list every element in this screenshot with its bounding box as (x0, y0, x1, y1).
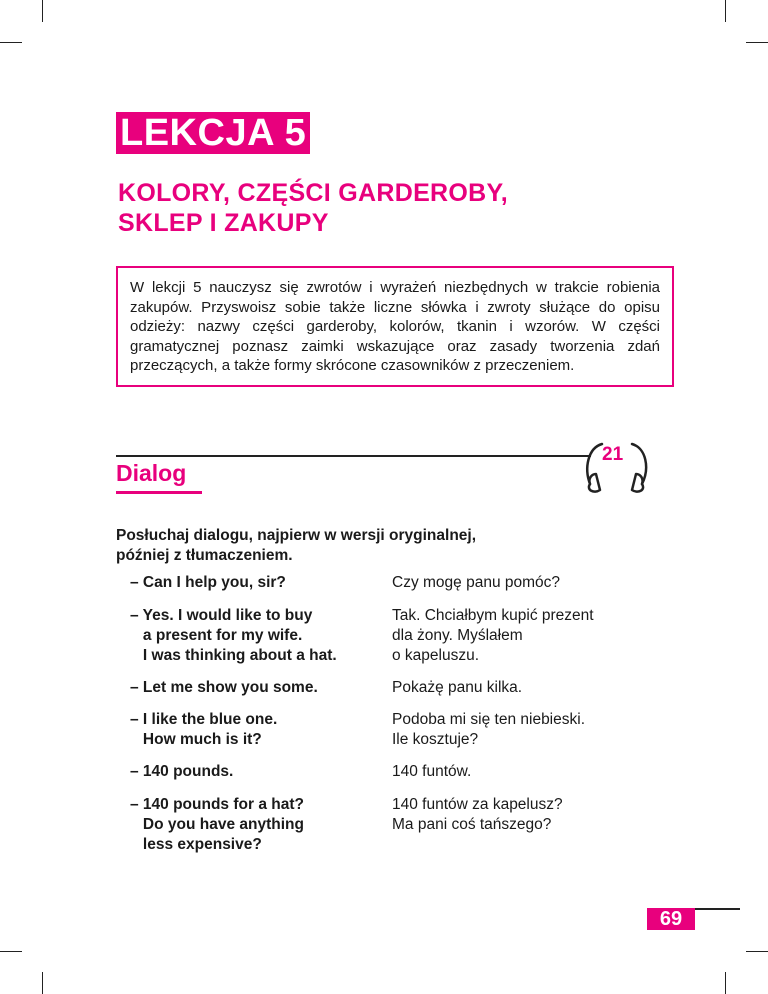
dialog-polish: Tak. Chciałbym kupić prezent dla żony. Myślałem o kapeluszu. (392, 607, 594, 664)
crop-mark (746, 42, 768, 43)
crop-mark (725, 0, 726, 22)
intro-box: W lekcji 5 nauczysz się zwrotów i wyrażeń niezbędnych w trakcie robienia zakupów. Przyswoisz sobie także liczne słówka i zwroty służące do opisu odzieży: nazwy części garderoby, kolorów, tkanin i wzorów. W części gramatycznej poznasz zaimki wskazujące oraz zasady tworzenia zdań przeczących, a także formy skrócone czasowników z przeczeniem. (116, 266, 674, 387)
section-title-underline (116, 491, 202, 494)
dialog-english: – I like the blue one. How much is it? (130, 711, 278, 748)
section-title: Dialog (116, 460, 187, 486)
dialog-english: – Let me show you some. (130, 679, 318, 696)
instruction-text (116, 526, 476, 566)
subtitle-line-2: SKLEP I ZAKUPY (118, 209, 329, 237)
dialog-english: – Can I help you, sir? (130, 574, 286, 591)
crop-mark (42, 0, 43, 22)
lesson-title: LEKCJA 5 (116, 112, 310, 154)
dialog-polish: Podoba mi się ten niebieski. Ile kosztuje? (392, 711, 586, 748)
crop-mark (0, 951, 22, 952)
page-number: 69 (647, 908, 695, 930)
dialog-english: – 140 pounds. (130, 763, 234, 780)
crop-mark (746, 951, 768, 952)
crop-mark (725, 972, 726, 994)
instruction-line-2: później z tłumaczeniem. (116, 547, 293, 564)
crop-mark (42, 972, 43, 994)
dialog-polish: 140 funtów. (392, 763, 472, 780)
dialog-polish: Czy mogę panu pomóc? (392, 574, 561, 591)
crop-mark (0, 42, 22, 43)
lesson-subtitle (118, 178, 508, 238)
track-number: 21 (602, 444, 624, 465)
instruction-line-1: Posłuchaj dialogu, najpierw w wersji oryginalnej, (116, 527, 477, 544)
subtitle-line-1: KOLORY, CZĘŚCI GARDEROBY, (118, 179, 508, 207)
page-number-rule (695, 908, 740, 910)
dialog-english: – 140 pounds for a hat? Do you have anything less expensive? (130, 796, 304, 853)
dialog-polish: 140 funtów za kapelusz? Ma pani coś tańszego? (392, 796, 563, 833)
dialog-english: – Yes. I would like to buy a present for my wife. I was thinking about a hat. (130, 607, 337, 664)
dialog-polish: Pokażę panu kilka. (392, 679, 523, 696)
section-divider (116, 455, 591, 457)
